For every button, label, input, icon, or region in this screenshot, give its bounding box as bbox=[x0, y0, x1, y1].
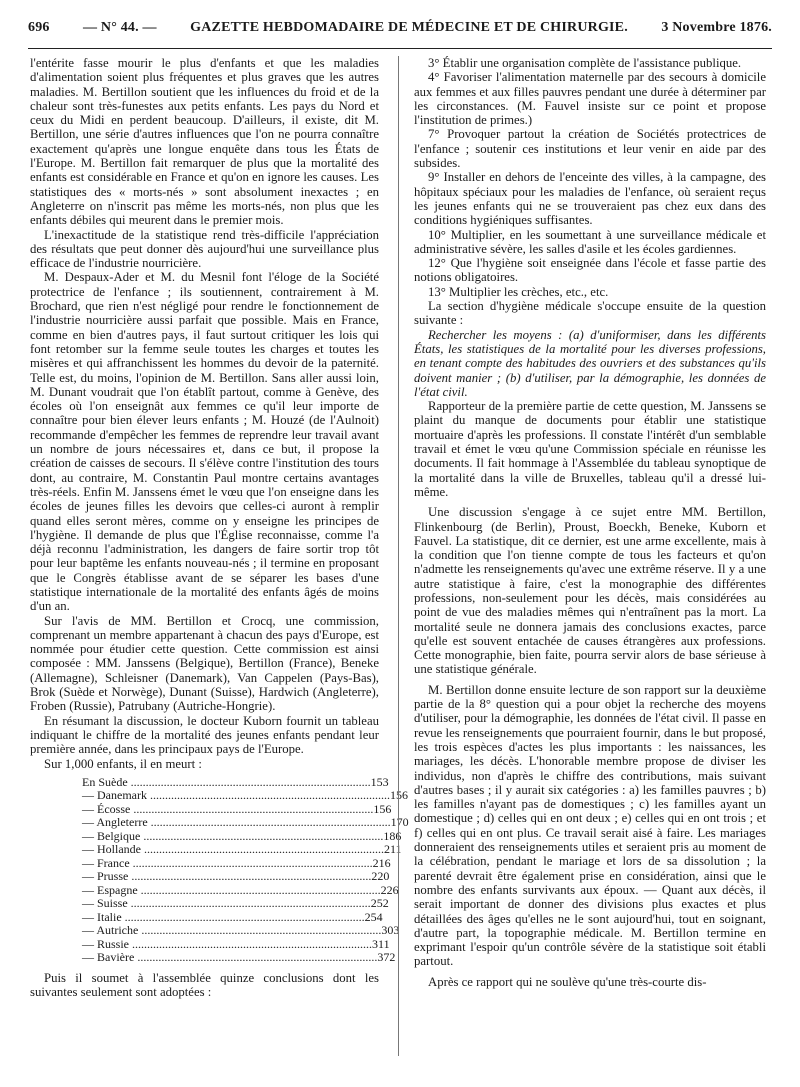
value-cell: 252 bbox=[370, 896, 389, 911]
table-row bbox=[82, 855, 391, 871]
value-cell: 372 bbox=[377, 950, 396, 965]
issue-number: — N° 44. — bbox=[83, 20, 157, 35]
table-row bbox=[82, 788, 408, 803]
value-cell: 156 bbox=[389, 788, 408, 803]
country-cell: — Russie ................................................................................ bbox=[82, 936, 373, 951]
table-row bbox=[82, 828, 402, 844]
paragraph: Sur l'avis de MM. Bertillon et Crocq, une commission, comprenant un membre appartenant à chacun des pays d'Europe, est nommée pour étudier cette question. Cette commission est ainsi composée : MM. Janssens (Belgique), Bertillon (France), Beneke (Allemagne), Schleisner (Danemark), Van Cappelen (Pays-Bas), Brok (Suède et Norwège), Dunant (Suisse), Hardwich (Angleterre), Froben (Russie), Patrubany (Autriche-Hongrie). bbox=[30, 613, 379, 714]
paragraph: M. Despaux-Ader et M. du Mesnil font l'éloge de la Société protectrice de l'enfance ; ils soutiennent, contrairement à M. Brochard, que rien n'est négligé pour rendre le fonctionnement de l'industrie nourricière aussi parfait que possible. Mais en France, comme en bien d'autres pays, il faut surtout critiquer les lois qui font retomber sur la femme seule toutes les charges et toutes les misères et qui affranchissent les hommes du devoir de la paternité. Telle est, du moins, l'opinion de M. Bertillon. Sans aller aussi loin, M. Dunant voudrait que l'on établît partout, comme à Genève, des écoles où l'on enseignât aux femmes ce qu'il leur importe de connaître pour bien élever leurs enfants ; M. Houzé (de l'Aulnoit) recommande d'empêcher les femmes de reprendre leur travail avant un nombre de jours nécessaires et, dans ce but, il propose la création de caisses de secours. Il s'élève contre l'institution des tours dont, au contraire, M. Constantin Paul montre certains avantages très-réels. Enfin M. Janssens émet le vœu que l'on enseigne dans les écoles de jeunes filles les devoirs que celles-ci auront à remplir quand elles seront mères, comme on y enseigne les principes de l'hygiène. Il demande de plus que l'Église reconnaisse, comme l'a déjà reconnu l'administration, les dangers de faire sortir trop tôt pour leur baptême les enfants nouveau-nés ; il termine en proposant que le Congrès établisse avant de se séparer les bases d'une statistique internationale de la mortalité des enfants âgés de moins d'un an. bbox=[30, 270, 379, 614]
table-row bbox=[82, 774, 389, 790]
mortality-table bbox=[82, 774, 409, 965]
country-cell: — Italie ................................................................................ bbox=[82, 909, 365, 924]
value-cell: 220 bbox=[371, 869, 390, 884]
value-cell: 153 bbox=[370, 774, 389, 789]
paragraph: En résumant la discussion, le docteur Kuborn fournit un tableau indiquant le chiffre de la mortalité des jeunes enfants pendant leur première année, dans les principaux pays de l'Europe. bbox=[30, 713, 379, 757]
paragraph: Rapporteur de la première partie de cette question, M. Janssens se plaint du manque de documents pour établir une statistique mortuaire d'après les professions. Il constate l'intérêt d'un semblable travail et émet le vœu qu'une Commission spéciale en réunisse les documents. Il fait hommage à l'Assemblée du tableau synoptique de la mortalité dans la ville de Bruxelles, tableau qu'il a dressé lui-même. bbox=[414, 399, 766, 499]
paragraph: 9° Installer en dehors de l'enceinte des villes, à la campagne, des hôpitaux spéciaux pour les maladies de l'enfance, où seraient reçus les jeunes enfants qui ne se trouveraient pas chez eux dans des conditions hygiéniques suffisantes. bbox=[414, 170, 766, 228]
table-row bbox=[82, 842, 402, 857]
country-cell: — France ................................................................................ bbox=[82, 855, 373, 870]
table-row bbox=[82, 815, 409, 830]
country-cell: — Écosse ................................................................................ bbox=[82, 801, 374, 816]
country-cell: — Hollande ................................................................................ bbox=[82, 842, 384, 857]
value-cell: 186 bbox=[383, 828, 402, 843]
table-row bbox=[82, 882, 399, 898]
country-cell: — Espagne ................................................................................ bbox=[82, 882, 381, 897]
table-row bbox=[82, 950, 396, 965]
country-cell: — Suisse ................................................................................ bbox=[82, 896, 371, 911]
paragraph: 4° Favoriser l'alimentation maternelle par des secours à domicile aux femmes et aux filles pauvres pendant une durée à déterminer par les circonstances. (M. Fauvel insiste sur ce point et propose l'institution de primes.) bbox=[414, 70, 766, 128]
value-cell: 311 bbox=[372, 936, 390, 951]
right-column bbox=[414, 56, 766, 989]
table-row bbox=[82, 801, 392, 817]
country-cell: — Prusse ................................................................................ bbox=[82, 869, 372, 884]
paragraph: Puis il soumet à l'assemblée quinze conclusions dont les suivantes seulement sont adoptées : bbox=[30, 970, 379, 1000]
header-rule bbox=[28, 48, 772, 49]
column-divider bbox=[398, 56, 399, 1056]
country-cell: — Danemark ................................................................................ bbox=[82, 788, 390, 803]
value-cell: 226 bbox=[380, 882, 399, 897]
country-cell: — Autriche ................................................................................ bbox=[82, 923, 382, 938]
paragraph: 7° Provoquer partout la création de Sociétés protectrices de l'enfance ; soutenir ces institutions et leur venir en aide par des subsides. bbox=[414, 127, 766, 171]
page-header bbox=[28, 20, 772, 48]
paragraph: l'entérite fasse mourir le plus d'enfants et que les maladies d'alimentation soient plus fréquentes et plus graves que les autres maladies. M. Bertillon soutient que les influences du froid et de la chaleur sont très-funestes aux petits enfants. Les pays du Nord et ceux du Midi en perdent beaucoup. D'ailleurs, il existe, dit M. Bertillon, une série d'autres influences que l'on ne pourra connaître exactement qu'après une longue enquête dans tous les États de l'Europe. M. Bertillon fait remarquer de plus que la mortalité des enfants est considérable en France et qu'on en ignore les causes. Les statistiques des « morts-nés » sont absolument inexactes ; en Angleterre on n'inscrit pas même les morts-nés, non plus que les enfants débiles qui meurent dans le premier mois. bbox=[30, 56, 379, 228]
paragraph: Après ce rapport qui ne soulève qu'une très-courte dis- bbox=[428, 974, 707, 989]
table-row bbox=[82, 909, 383, 925]
country-cell: — Bavière ................................................................................ bbox=[82, 950, 378, 965]
page-number: 696 bbox=[28, 20, 50, 35]
journal-title: GAZETTE HEBDOMADAIRE DE MÉDECINE ET DE CHIRURGIE. bbox=[190, 20, 628, 35]
paragraph: 12° Que l'hygiène soit enseignée dans l'école et fasse partie des notions obligatoires. bbox=[414, 256, 766, 285]
table-row bbox=[82, 896, 389, 911]
left-column bbox=[30, 56, 409, 1000]
value-cell: 303 bbox=[381, 923, 400, 938]
country-cell: — Belgique ................................................................................ bbox=[82, 828, 384, 843]
value-cell: 211 bbox=[384, 842, 402, 857]
question-italic: Rechercher les moyens : (a) d'uniformiser, dans les différents États, les statistiques de la mortalité pour les diverses professions, en tenant compte des habitudes des ouvriers et des substances qu'ils doivent manier ; (b) d'utiliser, par la démographie, les données de l'état civil. bbox=[414, 327, 766, 399]
paragraph: Une discussion s'engage à ce sujet entre MM. Bertillon, Flinkenbourg (de Berlin), Proust, Boeckh, Beneke, Kuborn et Fauvel. La statistique, dit ce dernier, est une arme excellente, mais à la condition que l'on tienne compte de tous les facteurs et qu'on n'admette les renseignements qu'avec une extrême réserve. Il y a une autre statistique à faire, c'est la monographie des différentes professions, non-seulement pour les décès, mais considérées au point de vue des maladies mêmes qui n'entraînent pas la mort. La mortalité seule ne donnera jamais des conclusions exactes, parce qu'elle est souvent entachée de causes étrangères aux professions. Cette monographie, bien faite, pourra servir alors de base sérieuse à une statistique générale. bbox=[414, 505, 766, 677]
paragraph: Sur 1,000 enfants, il en meurt : bbox=[44, 756, 202, 771]
issue-date: 3 Novembre 1876. bbox=[661, 20, 772, 35]
value-cell: 216 bbox=[372, 855, 391, 870]
table-row bbox=[82, 936, 390, 952]
paragraph: 3° Établir une organisation complète de l'assistance publique. bbox=[428, 56, 742, 70]
paragraph: 13° Multiplier les crèches, etc., etc. bbox=[428, 284, 609, 299]
paragraph: 10° Multiplier, en les soumettant à une surveillance médicale et administrative sévère, les salles d'asile et les écoles gardiennes. bbox=[414, 227, 766, 256]
table-row bbox=[82, 869, 390, 884]
value-cell: 170 bbox=[390, 815, 409, 830]
table-row bbox=[82, 923, 400, 938]
paragraph: La section d'hygiène médicale s'occupe ensuite de la question suivante : bbox=[414, 299, 766, 328]
value-cell: 156 bbox=[373, 801, 392, 816]
value-cell: 254 bbox=[364, 909, 383, 924]
paragraph: M. Bertillon donne ensuite lecture de son rapport sur la deuxième partie de la 8° question qui a pour objet la recherche des moyens d'utiliser, pour la démographie, les données de l'état civil. Il passe en revue les renseignements que pourraient fournir, dans le but proposé, les trois espèces d'actes les plus importants : les naissances, les mariages, les décès. L'honorable membre propose de diviser les individus, non d'après le chiffre des contributions, mais suivant d'autres bases ; il y aurait six catégories : a) les familles pauvres ; b) les familles n'ayant pas de domestiques ; c) les familles ayant un domestique ; d) celles qui en ont deux ; e) celles qui en ont trois ; et f) celles qui en ont plus. Ce travail serait aisé à faire. Les mariages donneraient des renseignements utiles et seraient pris au moment de la célébration, pendant le mariage et lors de sa dissolution ; la parenté devrait être également prise en considération, ainsi que le nombre des enfants survivants aux époux. — Quant aux décès, il serait important de donner des divisions plus exactes et plus détaillées des âges qu'elles ne le sont aujourd'hui, tout en soignant, d'autre part, la topographie médicale. M. Bertillon termine en exprimant l'espoir qu'un contrôle sévère de la statistique soit établi partout. bbox=[414, 682, 766, 969]
paragraph: L'inexactitude de la statistique rend très-difficile l'appréciation des résultats que peut donner dès aujourd'hui une surveillance plus efficace de l'industrie nourricière. bbox=[30, 227, 379, 271]
country-cell: En Suède ................................................................................ bbox=[82, 774, 371, 789]
country-cell: — Angleterre ................................................................................ bbox=[82, 815, 391, 830]
